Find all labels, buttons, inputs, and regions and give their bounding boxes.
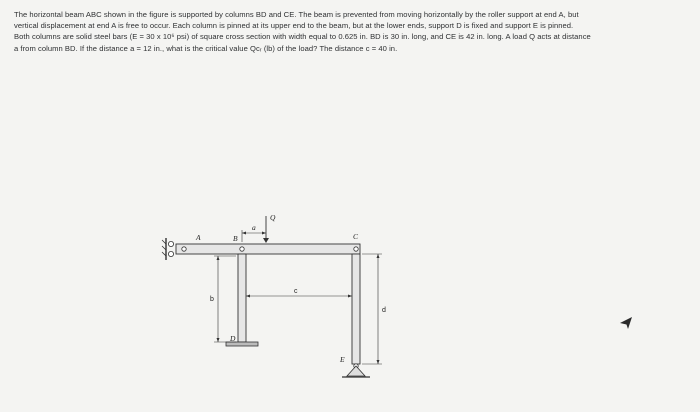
label-a-dim: a	[252, 223, 256, 232]
problem-line-1: The horizontal beam ABC shown in the figure is supported by columns BD and CE. The beam is prevented from moving horizontally by the roller support at end A, but	[14, 10, 579, 19]
beam-column-diagram	[160, 200, 400, 400]
dimension-c	[246, 295, 352, 298]
column-ce	[352, 254, 360, 364]
pin-b	[240, 247, 244, 251]
problem-line-2: vertical displacement at end A is free to occur. Each column is pinned at its upper end to the beam, but at the lower ends, support D is fixed and support E is pinned.	[14, 21, 574, 31]
label-c-dim: c	[294, 288, 298, 295]
problem-line-4: a from column BD. If the distance a = 12 in., what is the critical value Qᴄᵣ (lb) of the load? The distance c = 40 in.	[14, 43, 398, 53]
pinned-support-e	[342, 364, 370, 377]
beam-abc	[176, 244, 360, 254]
label-d-dim: d	[382, 307, 386, 314]
label-d-point: D	[230, 334, 236, 343]
load-q-arrow	[263, 216, 269, 243]
label-e-point: E	[340, 355, 345, 364]
pin-c	[354, 247, 358, 251]
dimension-d	[362, 254, 382, 364]
label-c-point: C	[353, 232, 359, 241]
column-bd	[238, 254, 246, 342]
problem-line-3: Both columns are solid steel bars (E = 30 x 10⁶ psi) of square cross section with width equal to 0.625 in. BD is 30 in. long, and CE is 42 in. long. A load Q acts at distance	[14, 32, 591, 42]
label-b-point: B	[233, 234, 238, 243]
dimension-b	[214, 256, 236, 342]
pin-a	[182, 247, 186, 251]
mouse-pointer-icon	[618, 315, 634, 331]
beam-column-figure	[160, 200, 400, 400]
problem-statement	[14, 9, 686, 54]
roller-support-a	[162, 238, 174, 260]
label-q-load: Q	[270, 213, 276, 222]
label-b-dim: b	[210, 296, 214, 303]
label-a-point: A	[196, 233, 201, 242]
